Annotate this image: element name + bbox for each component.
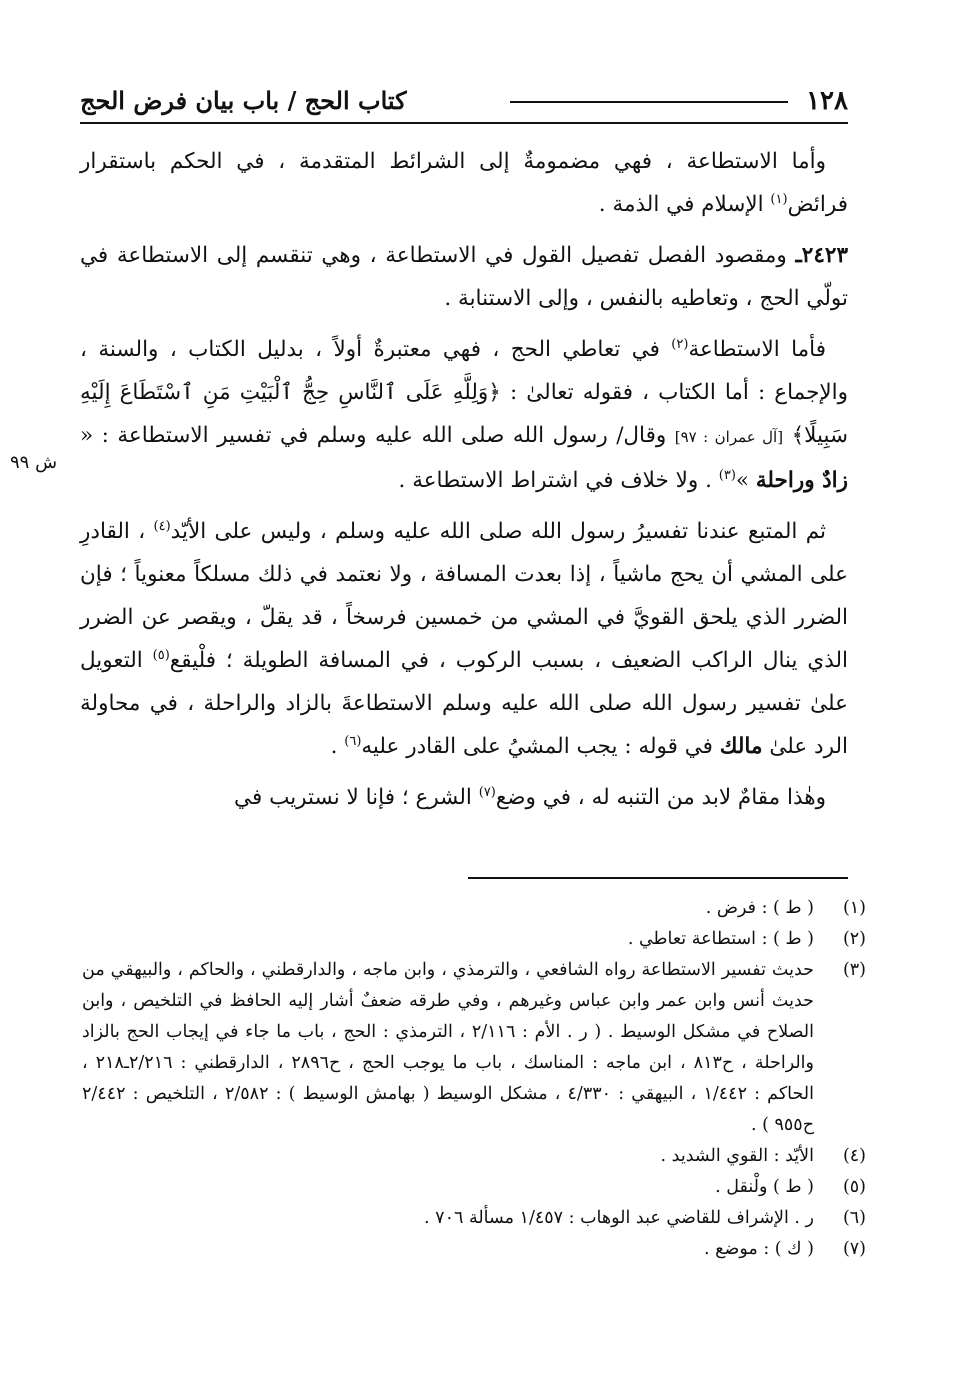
footnote-item: (٦) ر . الإشراف للقاضي عبد الوهاب : ١/٤٥٧ مسألة ٧٠٦ . — [424, 1208, 866, 1228]
hadith-quote: زادٌ وراحلة — [755, 468, 848, 493]
footnote-separator — [468, 877, 848, 879]
footnote-item: (٢) ( ط ) : استطاعة تعاطي . — [627, 929, 866, 949]
footnote-ref-4: (٤) — [153, 518, 171, 534]
footnotes — [82, 893, 866, 1265]
paragraph-4: ثم المتبع عندنا تفسيرُ رسول الله صلى الله عليه وسلم ، وليس على الأيّد$^{(٤)}$ ، القادرِ على المشي أن يحج ماشياً ، إذا بعدت المسافة ، ولا نعتمد في ذلك مسلكاً معنوياً ؛ فإن الضرر الذي يلحق القويَّ في المشي من خمسين فرسخاً ، قد يقلّ ، ويقصر عن الضرر الذي ينال الراكب الضعيف ، بسبب الركوب ، في المسافة الطويلة ؛ فلْيقع$^{(٥)}$ التعويل علىٰ تفسير رسول الله صلى الله عليه وسلم الاستطاعةَ بالزاد والراحلة ، في محاولة الرد علىٰ مالك في قوله : يجب المشيُ على القادر عليه$^{(٦)}$ . — [80, 518, 849, 759]
main-text — [80, 140, 848, 827]
page-number: ١٢٨ — [806, 86, 848, 116]
footnote-ref-5: (٥) — [152, 647, 170, 663]
paragraph-3: فأما الاستطاعة$^{(٢)}$ في تعاطي الحج ، فهي معتبرةٌ أولاً ، بدليل الكتاب ، والسنة ، والإجماع : أما الكتاب ، فقوله تعالىٰ : ﴿وَلِلَّهِ عَلَى ٱلنَّاسِ حِجُّ ٱلْبَيْتِ مَنِ ٱسْتَطَاعَ إِلَيْهِ سَبِيلًا﴾ [آل عمران : ٩٧] وقال/ رسول الله صلى الله عليه وسلم في تفسير الاستطاعة : « زادٌ وراحلة »$^{(٣)}$ . ولا خلاف في اشتراط الاستطاعة . — [80, 336, 848, 493]
footnote-ref-2: (٢) — [671, 336, 689, 352]
footnote-ref-3: (٣) — [718, 467, 736, 483]
page-header — [80, 86, 848, 126]
footnote-ref-7: (٧) — [478, 784, 496, 800]
footnote-ref-1: (١) — [770, 191, 788, 207]
section-number: ٢٤٢٣ـ — [795, 243, 848, 268]
footnote-item: (٥) ( ط ) ولْنقل . — [715, 1177, 866, 1197]
footnote-item: (٤) الأيّد : القوي الشديد . — [660, 1146, 866, 1166]
footnote-item: (١) ( ط ) : فرض . — [705, 898, 866, 918]
footnote-ref-6: (٦) — [344, 733, 362, 749]
quran-reference: [آل عمران : ٩٧] — [674, 428, 784, 446]
bold-name: مالك — [719, 734, 763, 759]
header-rule — [80, 122, 848, 124]
paragraph-2: ٢٤٢٣ـ ومقصود الفصل تفصيل القول في الاستطاعة ، وهي تنقسم إلى الاستطاعة في تولّي الحج ، وتعاطيه بالنفس ، وإلى الاستنابة . — [80, 243, 848, 311]
paragraph-5: وهٰذا مقامٌ لابد من التنبه له ، في وضع$^{(٧)}$ الشرع ؛ فإنا لا نستريب في — [234, 784, 826, 810]
footnote-item: (٣) حديث تفسير الاستطاعة رواه الشافعي ، والترمذي ، وابن ماجه ، والدارقطني ، والحاكم ، والبيهقي من حديث أنس وابن عمر وابن عباس وغيرهم ، وفي طرقه ضعفٌ أشار إليه الحافظ في التلخيص ، وابن الصلاح في مشكل الوسيط . ( ر . الأم : ٢/١١٦ ، الترمذي : الحج ، باب ما جاء في إيجاب الحج بالزاد والراحلة ، ح٨١٣ ، ابن ماجه : المناسك ، باب ما يوجب الحج ، ح٢٨٩٦ ، الدارقطني : ٢/٢١٦ـ٢١٨ ، الحاكم : ١/٤٤٢ ، البيهقي : ٤/٣٣٠ ، مشكل الوسيط ( بهامش الوسيط ) : ٢/٥٨٢ ، التلخيص : ٢/٤٤٢ ح٩٥٥ ) . — [82, 960, 866, 1135]
running-title: كتاب الحج / باب بيان فرض الحج — [80, 86, 407, 115]
footnote-item: (٧) ( ك ) : موضع . — [704, 1239, 866, 1259]
margin-page-reference: ش ٩٩ — [10, 452, 58, 473]
paragraph-1: وأما الاستطاعة ، فهي مضمومةٌ إلى الشرائط المتقدمة ، في الحكم باستقرار فرائض$^{(١)}$ الإسلام في الذمة . — [80, 149, 848, 217]
header-dash-rule — [510, 101, 788, 103]
